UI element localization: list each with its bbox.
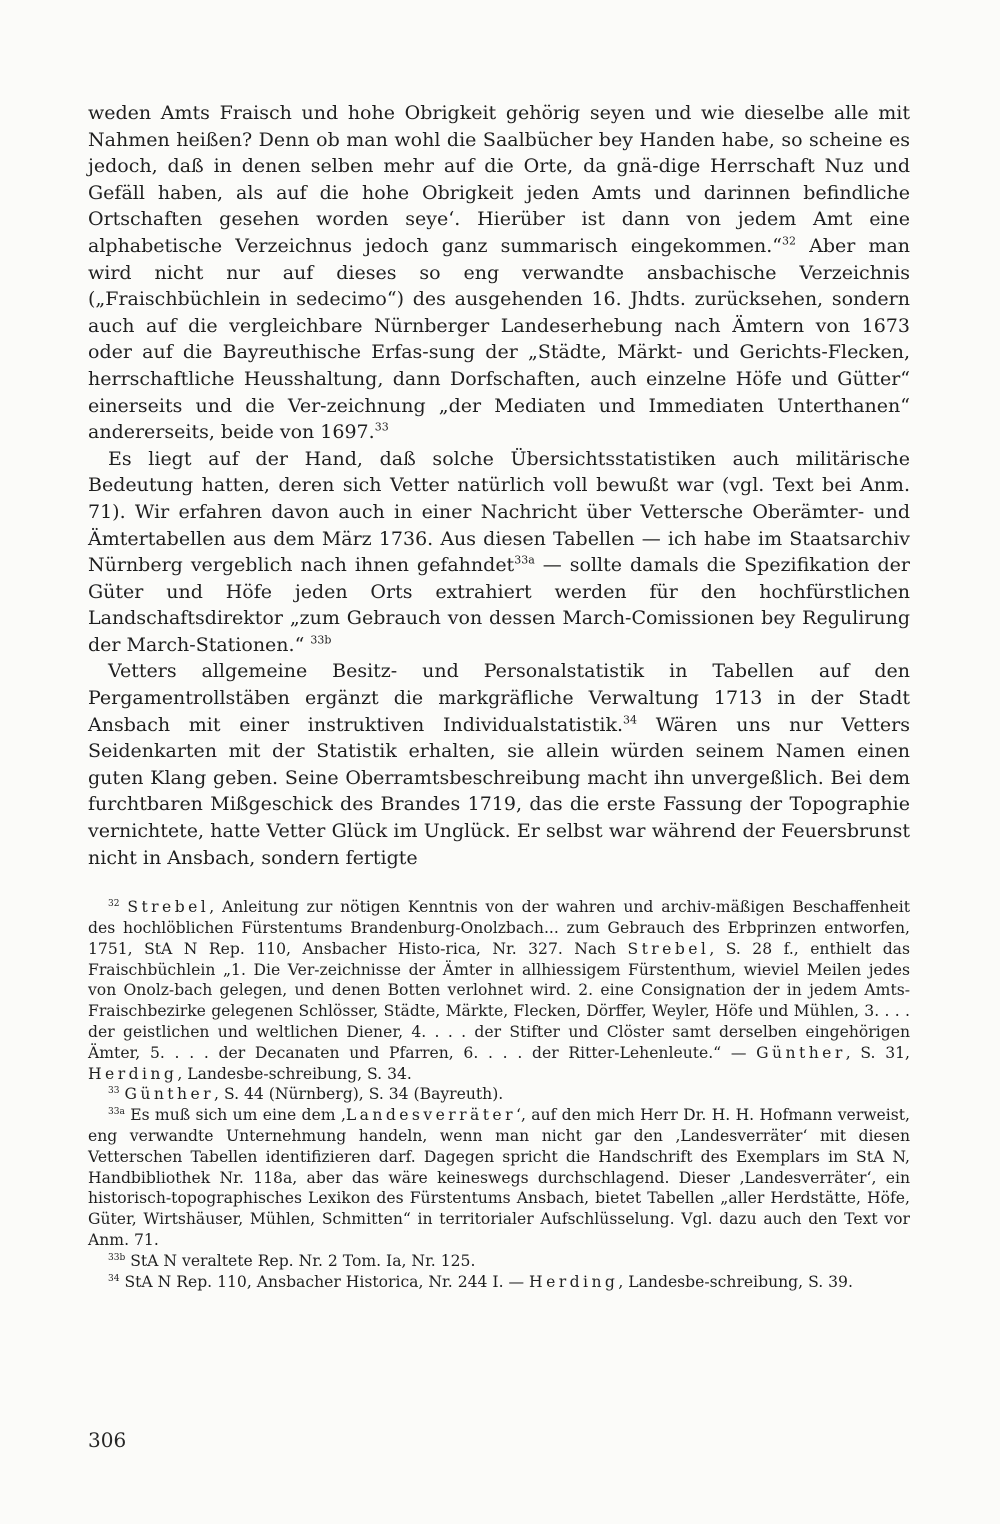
text-run: Es muß sich um eine dem ‚ bbox=[124, 1106, 346, 1125]
footnote-marker: 34 bbox=[623, 713, 638, 727]
paragraph bbox=[88, 658, 910, 871]
paragraph bbox=[88, 446, 910, 659]
footnote-marker: 34 bbox=[108, 1273, 120, 1284]
spaced-name: Strebel bbox=[627, 939, 710, 958]
footnote bbox=[88, 1251, 910, 1272]
footnote bbox=[88, 1272, 910, 1293]
text-run: ‘, auf den mich Herr Dr. H. H. Hofmann verweist, eng verwandte Unternehmung handeln, wenn man nicht gar den ‚Landesverräter‘ mit diesen Vetterschen Tabellen identifizieren darf. Dagegen spricht die Handschrift des Exemplars im StA N, Handbibliothek Nr. 118a, aber das wäre keineswegs durchschlagend. Dieser ‚Landesverräter‘, ein historisch-topographisches Lexikon des Fürstentums Ansbach, bietet Tabellen „aller Herdstätte, Höfe, Güter, Wirtshäuser, Mühlen, Schmitten“ in territorialer Aufschlüsselung. Vgl. dazu auch den Text vor Anm. 71. bbox=[88, 1106, 910, 1249]
footnote-marker: 33b bbox=[310, 633, 332, 647]
spaced-name: Herding bbox=[529, 1272, 619, 1291]
footnote bbox=[88, 1105, 910, 1251]
footnote-marker: 33 bbox=[108, 1086, 120, 1097]
text-run: Vetters allgemeine Besitz- und Personalstatistik in Tabellen auf den Pergamentrollstäben ergänzt die markgräfliche Verwaltung 1713 in der Stadt Ansbach mit einer instruktiven Individualstatistik. bbox=[88, 660, 910, 736]
text-run: StA N Rep. 110, Ansbacher Historica, Nr. 244 I. — bbox=[119, 1272, 530, 1291]
text-run: weden Amts Fraisch und hohe Obrigkeit gehörig seyen und wie dieselbe alle mit Nahmen heißen? Denn ob man wohl die Saalbücher bey Handen habe, so scheine es jedoch, daß in denen selben mehr auf die Orte, da gnä-dige Herrschaft Nuz und Gefäll haben, als auf die hohe Obrigkeit jeden Amts und darinnen befindliche Ortschaften gesehen worden seye‘. Hierüber ist dann von jedem Amt eine alphabetische Verzeichnus jedoch ganz summarisch eingekommen.“ bbox=[88, 102, 910, 257]
text-run: , S. 28 f., enthielt das Fraischbüchlein „1. Die Ver-zeichnisse der Ämter in allhiessigem Fürstenthum, wieviel Meilen jedes von Onolz-bach gelegen, und denen Botten verlohnet wird. 2. eine Consignation der in jedem Amts-Fraischbezirke gelegenen Schlösser, Städte, Märkte, Flecken, Dörffer, Weyler, Höfe und Mühlen, 3. . . . der geistlichen und weltlichen Diener, 4. . . . der Stifter und Clöster samt derselben eingehörigen Ämter, 5. . . . der Decanaten und Pfarren, 6. . . . der Ritter-Lehenleute.“ — bbox=[88, 939, 910, 1062]
footnote-marker: 33a bbox=[108, 1107, 125, 1117]
text-run: Es liegt auf der Hand, daß solche Übersichtsstatistiken auch militärische Bedeutung hatten, deren sich Vetter natürlich voll bewußt war (vgl. Text bei Anm. 71). Wir erfahren davon auch in einer Nachricht über Vettersche Oberämter- und Ämtertabellen aus dem März 1736. Aus diesen Tabellen — ich habe im Staatsarchiv Nürnberg vergeblich nach ihnen gefahndet bbox=[88, 447, 910, 577]
text-run: , S. 44 (Nürnberg), S. 34 (Bayreuth). bbox=[214, 1085, 504, 1104]
footnote bbox=[88, 1084, 910, 1105]
text-run: Aber man wird nicht nur auf dieses so eng verwandte ansbachische Verzeichnis („Fraischbüchlein in sedecimo“) des ausgehenden 16. Jhdts. zurücksehen, sondern auch auf die vergleichbare Nürnberger Landeserhebung nach Ämtern von 1673 oder auf die Bayreuthische Erfas-sung der „Städte, Märkt- und Gerichts-Flecken, herrschaftliche Heusshaltung, dann Dorfschaften, auch einzelne Höfe und Gütter“ einerseits und die Ver-zeichnung „der Mediaten und Immediaten Unterthanen“ andererseits, beide von 1697. bbox=[88, 234, 911, 444]
footnote-marker: 33 bbox=[374, 420, 389, 434]
footnote-marker: 33b bbox=[108, 1252, 126, 1263]
text-run: , Landesbe-schreibung, S. 34. bbox=[177, 1064, 412, 1083]
spaced-name: Landesverräter bbox=[345, 1106, 516, 1125]
spaced-name: Herding bbox=[88, 1064, 178, 1083]
footnote bbox=[88, 897, 910, 1084]
text-run: StA N veraltete Rep. Nr. 2 Tom. Ia, Nr. 125. bbox=[125, 1251, 476, 1270]
page-number: 306 bbox=[88, 1428, 127, 1452]
footnote-marker: 33a bbox=[514, 553, 535, 567]
text-run: , Anleitung zur nötigen Kenntnis von der wahren und archiv-mäßigen Beschaffenheit des hochlöblichen Fürstentums Brandenburg-Onolzbach... zum Gebrauch des Erbprinzen entworfen, 1751, StA N Rep. 110, Ansbacher Histo-rica, Nr. 327. Nach bbox=[88, 898, 910, 958]
spaced-name: Günther bbox=[124, 1085, 215, 1104]
footnote-marker: 32 bbox=[782, 234, 797, 248]
paragraph bbox=[88, 100, 910, 446]
footnotes bbox=[88, 897, 910, 1292]
text-run: Wären uns nur Vetters Seidenkarten mit der Statistik erhalten, sie allein würden seinem Namen einen guten Klang geben. Seine Oberramtsbeschreibung macht ihn unvergeßlich. Bei dem furchtbaren Mißgeschick des Brandes 1719, das die erste Fassung der Topographie vernichtete, hatte Vetter Glück im Unglück. Er selbst war während der Feuersbrunst nicht in Ansbach, sondern fertigte bbox=[88, 713, 910, 869]
main-text bbox=[88, 100, 910, 871]
text-run: , Landesbe-schreibung, S. 39. bbox=[618, 1272, 853, 1291]
text-run: — sollte damals die Spezifikation der Güter und Höfe jeden Orts extrahiert werden für den hochfürstlichen Landschaftsdirektor „zum Gebrauch von dessen March-Comissionen bey Regulirung der March-Stationen.“ bbox=[88, 554, 910, 656]
text-run: , S. 31, bbox=[845, 1043, 910, 1062]
spaced-name: Günther bbox=[756, 1043, 846, 1062]
footnote-marker: 32 bbox=[108, 899, 120, 910]
book-page bbox=[88, 100, 910, 1292]
spaced-name: Strebel bbox=[127, 898, 210, 917]
